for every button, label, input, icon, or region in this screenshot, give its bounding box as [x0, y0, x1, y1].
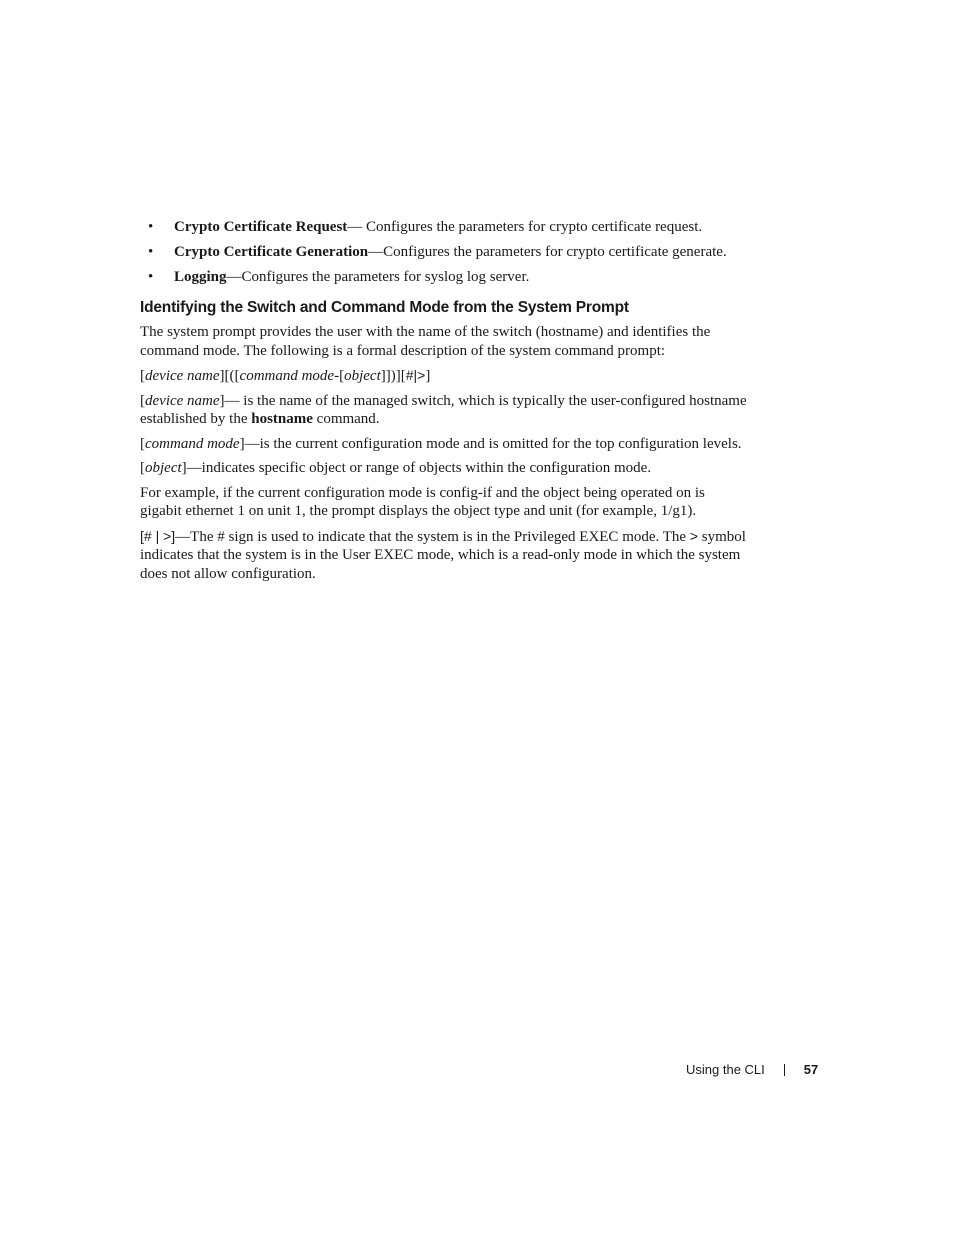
bullet-text: —Configures the parameters for syslog log server. [226, 269, 530, 285]
symbols-description [140, 527, 750, 584]
syntax-bracket: [ [140, 368, 145, 384]
device-name-description [140, 392, 750, 429]
section-heading: Identifying the Switch and Command Mode from the System Prompt [140, 299, 629, 316]
symbols-term: [# | >] [140, 527, 176, 544]
page-number: 57 [803, 1062, 819, 1077]
term: device name [145, 392, 220, 409]
syntax-bracket: ][([ [219, 368, 240, 384]
description-text: ]—is the current configuration mode and is omitted for the top configuration levels. [239, 435, 742, 452]
gt-symbol: > [689, 527, 699, 544]
syntax-bracket: ] [425, 368, 431, 384]
bullet-icon: • [148, 269, 154, 285]
bracket: [ [140, 392, 145, 409]
description-text: ]— is the name of the managed switch, which is typically the user-configured hostname established by the [140, 392, 747, 427]
syntax-object: object [344, 368, 381, 384]
description-text: symbol indicates that the system is in the User EXEC mode, which is a read-only mode in which the system does not allow configuration. [140, 528, 746, 582]
list-item [140, 218, 750, 237]
syntax-device-name: device name [145, 368, 220, 384]
page-footer [686, 1062, 818, 1077]
bullet-text: — Configures the parameters for crypto certificate request. [347, 219, 703, 235]
description-text: —The # sign is used to indicate that the system is in the Privileged EXEC mode. The [175, 528, 690, 545]
bullet-term: Crypto Certificate Generation [174, 244, 369, 260]
description-text: ]—indicates specific object or range of objects within the configuration mode. [181, 460, 652, 476]
syntax-command-mode: command mode [239, 368, 335, 384]
example-paragraph: For example, if the current configuration mode is config-if and the object being operated on is gigabit ethernet 1 on unit 1, the prompt displays the object type and unit (for example, 1/g1). [140, 484, 705, 519]
syntax-bracket: ]])][ [380, 368, 406, 384]
bracket: [ [140, 460, 145, 476]
term: command mode [145, 435, 240, 452]
footer-section-title: Using the CLI [686, 1062, 765, 1077]
list-item [140, 268, 750, 287]
bullet-icon: • [148, 219, 154, 235]
bullet-text: —Configures the parameters for crypto certificate generate. [368, 244, 727, 260]
bullet-term: Logging [174, 269, 227, 285]
command-mode-description [140, 435, 750, 454]
syntax-symbols: #|> [405, 367, 426, 383]
bullet-list [140, 218, 750, 287]
object-description [140, 459, 750, 478]
prompt-syntax [140, 366, 750, 386]
intro-paragraph: The system prompt provides the user with the name of the switch (hostname) and identifies the command mode. The following is a formal description of the system command prompt: [140, 324, 711, 359]
footer-divider [784, 1064, 785, 1076]
bullet-term: Crypto Certificate Request [174, 219, 348, 235]
page-content [140, 218, 750, 589]
term: object [145, 460, 182, 476]
command-name: hostname [251, 411, 313, 427]
bracket: [ [140, 435, 145, 452]
bullet-icon: • [148, 244, 154, 260]
list-item [140, 243, 750, 262]
description-text: command. [312, 411, 380, 427]
syntax-bracket: -[ [334, 368, 345, 384]
